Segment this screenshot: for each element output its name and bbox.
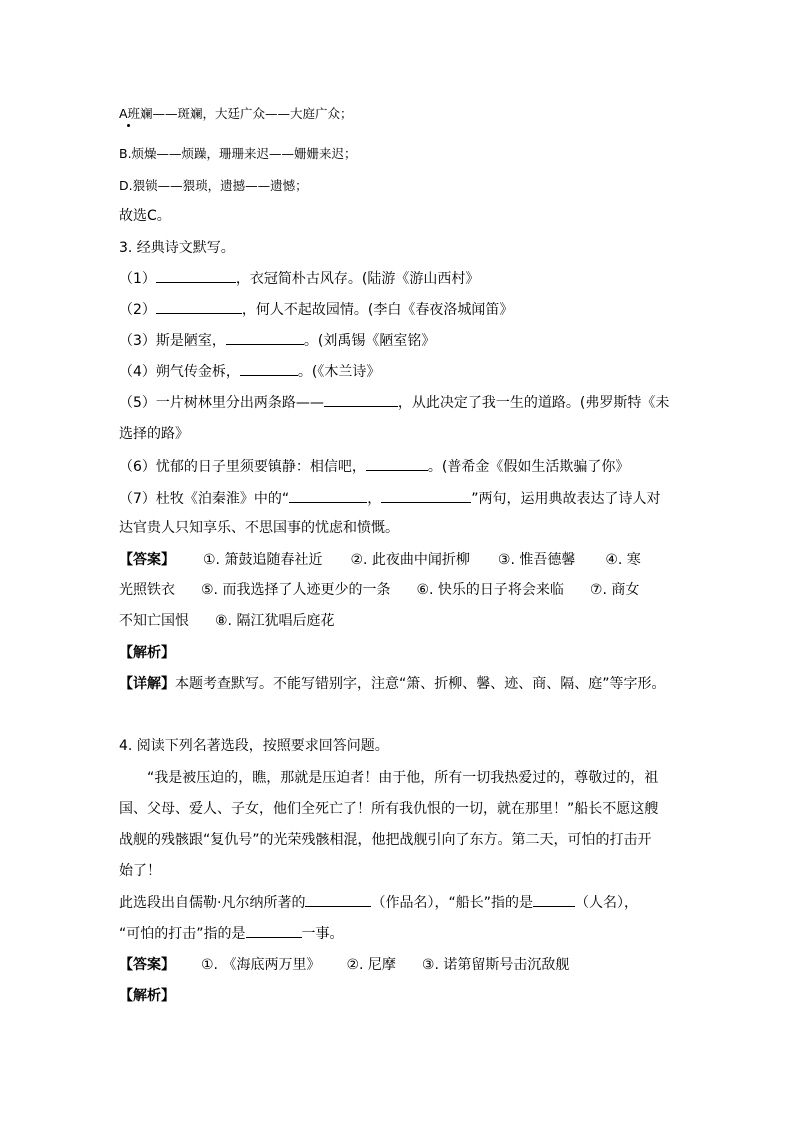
q3-item-3 — [119, 330, 435, 351]
q4-passage-line-2: 国、父母、爱人、子女，他们全死亡了！所有我仇恨的一切，就在那里！”船长不愿这艘 — [119, 801, 659, 817]
answer-blank[interactable] — [381, 488, 471, 503]
q3-item-7-cont: 达官贵人只知享乐、不思国事的忧虑和愤慨。 — [119, 520, 399, 536]
q4-passage-line-1: “我是被压迫的，瞧，那就是压迫者！由于他，所有一切我热爱过的，尊敬过的，祖 — [147, 770, 659, 786]
answer-blank[interactable] — [156, 299, 242, 314]
question-text: 此选段出自儒勒·凡尔纳所著的 — [119, 895, 306, 911]
item-number: （4） — [119, 364, 156, 380]
q3-answer-line-2 — [119, 580, 639, 600]
q4-question-line-2 — [119, 923, 344, 944]
question-text: （作品名），“船长”指的是 — [371, 895, 533, 911]
item-text: 。(普希金《假如生活欺骗了你》 — [427, 459, 630, 475]
q4-analysis-label: 【解析】 — [119, 988, 175, 1004]
item-number: （2） — [119, 302, 156, 318]
explanation-line-d: D.猥锁——猥琐，遗撼——遗憾； — [119, 178, 308, 193]
item-number: （1） — [119, 271, 156, 287]
answer-blank[interactable] — [289, 488, 367, 503]
answer-item: ⑦. 商女 — [589, 582, 640, 598]
q3-answer-line-1 — [119, 550, 641, 570]
detail-text: 本题考查默写。不能写错别字，注意“箫、折柳、馨、迹、商、隔、庭”等字形。 — [175, 676, 666, 692]
answer-item: ②. 此夜曲中闻折柳 — [350, 552, 470, 568]
item-text-before: 朔气传金柝， — [155, 364, 240, 380]
answer-item: ③. 惟吾德馨 — [497, 552, 576, 568]
detail-label: 【详解】 — [119, 676, 175, 692]
q4-passage-line-4: 始了！ — [119, 863, 161, 879]
item-text: 。(刘禹锡《陋室铭》 — [303, 333, 436, 349]
explanation-line-a: A班斓——斑斓，大廷广众——大庭广众； — [119, 106, 353, 121]
item-text-before: 杜牧《泊秦淮》中的“ — [155, 491, 290, 507]
item-number: （5） — [119, 395, 156, 411]
answer-blank[interactable] — [366, 456, 428, 471]
answer-item: 不知亡国恨 — [119, 613, 189, 629]
q3-item-6 — [119, 456, 629, 477]
q3-title: 3. 经典诗文默写。 — [119, 240, 235, 256]
item-number: （6） — [119, 459, 156, 475]
item-text-mid: ， — [367, 491, 382, 507]
q4-question-line-1 — [119, 892, 638, 913]
item-text-before: 忧郁的日子里须要镇静：相信吧， — [155, 459, 366, 475]
question-text: 一事。 — [301, 926, 344, 942]
answer-blank[interactable] — [226, 330, 304, 345]
q3-item-5 — [119, 392, 669, 413]
emphasis-dot — [127, 124, 130, 127]
item-number: （3） — [119, 333, 156, 349]
q3-item-1 — [119, 268, 479, 289]
answer-item: ④. 寒 — [605, 552, 641, 568]
q3-detail — [119, 674, 666, 694]
answer-blank[interactable] — [240, 361, 298, 376]
q3-item-4 — [119, 361, 380, 382]
item-text-before: 斯是陋室， — [155, 333, 226, 349]
answer-item: ③. 诺第留斯号击沉敌舰 — [421, 957, 570, 973]
q3-item-7 — [119, 488, 660, 509]
answer-item: 光照铁衣 — [119, 582, 175, 598]
answer-item: ②. 尼摩 — [346, 957, 396, 973]
item-text: ”两句，运用典故表达了诗人对 — [471, 491, 661, 507]
q3-analysis-label: 【解析】 — [119, 645, 175, 661]
q4-title: 4. 阅读下列名著选段，按照要求回答问题。 — [119, 738, 389, 754]
item-text: ，何人不起故园情。(李白《春夜洛城闻笛》 — [241, 302, 514, 318]
q4-answer-line — [119, 955, 569, 975]
explanation-conclusion: 故选C。 — [119, 208, 171, 224]
item-text-before: 一片树林里分出两条路—— — [155, 395, 324, 411]
answer-label: 【答案】 — [119, 552, 175, 568]
q3-item-2 — [119, 299, 513, 320]
item-text: ，衣冠简朴古风存。(陆游《游山西村》 — [235, 271, 480, 287]
q4-passage-line-3: 战舰的残骸跟“复仇号”的光荣残骸相混，他把战舰引向了东方。第二天，可怕的打击开 — [119, 832, 652, 848]
answer-blank[interactable] — [246, 923, 302, 938]
answer-blank[interactable] — [533, 892, 575, 907]
q3-item-5-cont: 选择的路》 — [119, 426, 189, 442]
answer-label: 【答案】 — [119, 957, 175, 973]
answer-item: ⑧. 隔江犹唱后庭花 — [215, 613, 335, 629]
answer-blank[interactable] — [324, 392, 398, 407]
item-text: ，从此决定了我一生的道路。(弗罗斯特《未 — [397, 395, 670, 411]
q3-answer-line-3 — [119, 611, 334, 631]
answer-item: ⑤. 而我选择了人迹更少的一条 — [201, 582, 391, 598]
answer-blank[interactable] — [305, 892, 371, 907]
explanation-line-b: B.烦燥——烦躁，珊珊来迟——姗姗来迟； — [119, 146, 357, 161]
question-text: （人名）， — [574, 895, 638, 911]
question-text: “可怕的打击”指的是 — [119, 926, 246, 942]
answer-item: ⑥. 快乐的日子将会来临 — [416, 582, 564, 598]
item-text: 。(《木兰诗》 — [297, 364, 381, 380]
answer-item: ①. 箫鼓追随春社近 — [203, 552, 323, 568]
answer-item: ①. 《海底两万里》 — [201, 957, 321, 973]
answer-blank[interactable] — [156, 268, 236, 283]
item-number: （7） — [119, 491, 156, 507]
